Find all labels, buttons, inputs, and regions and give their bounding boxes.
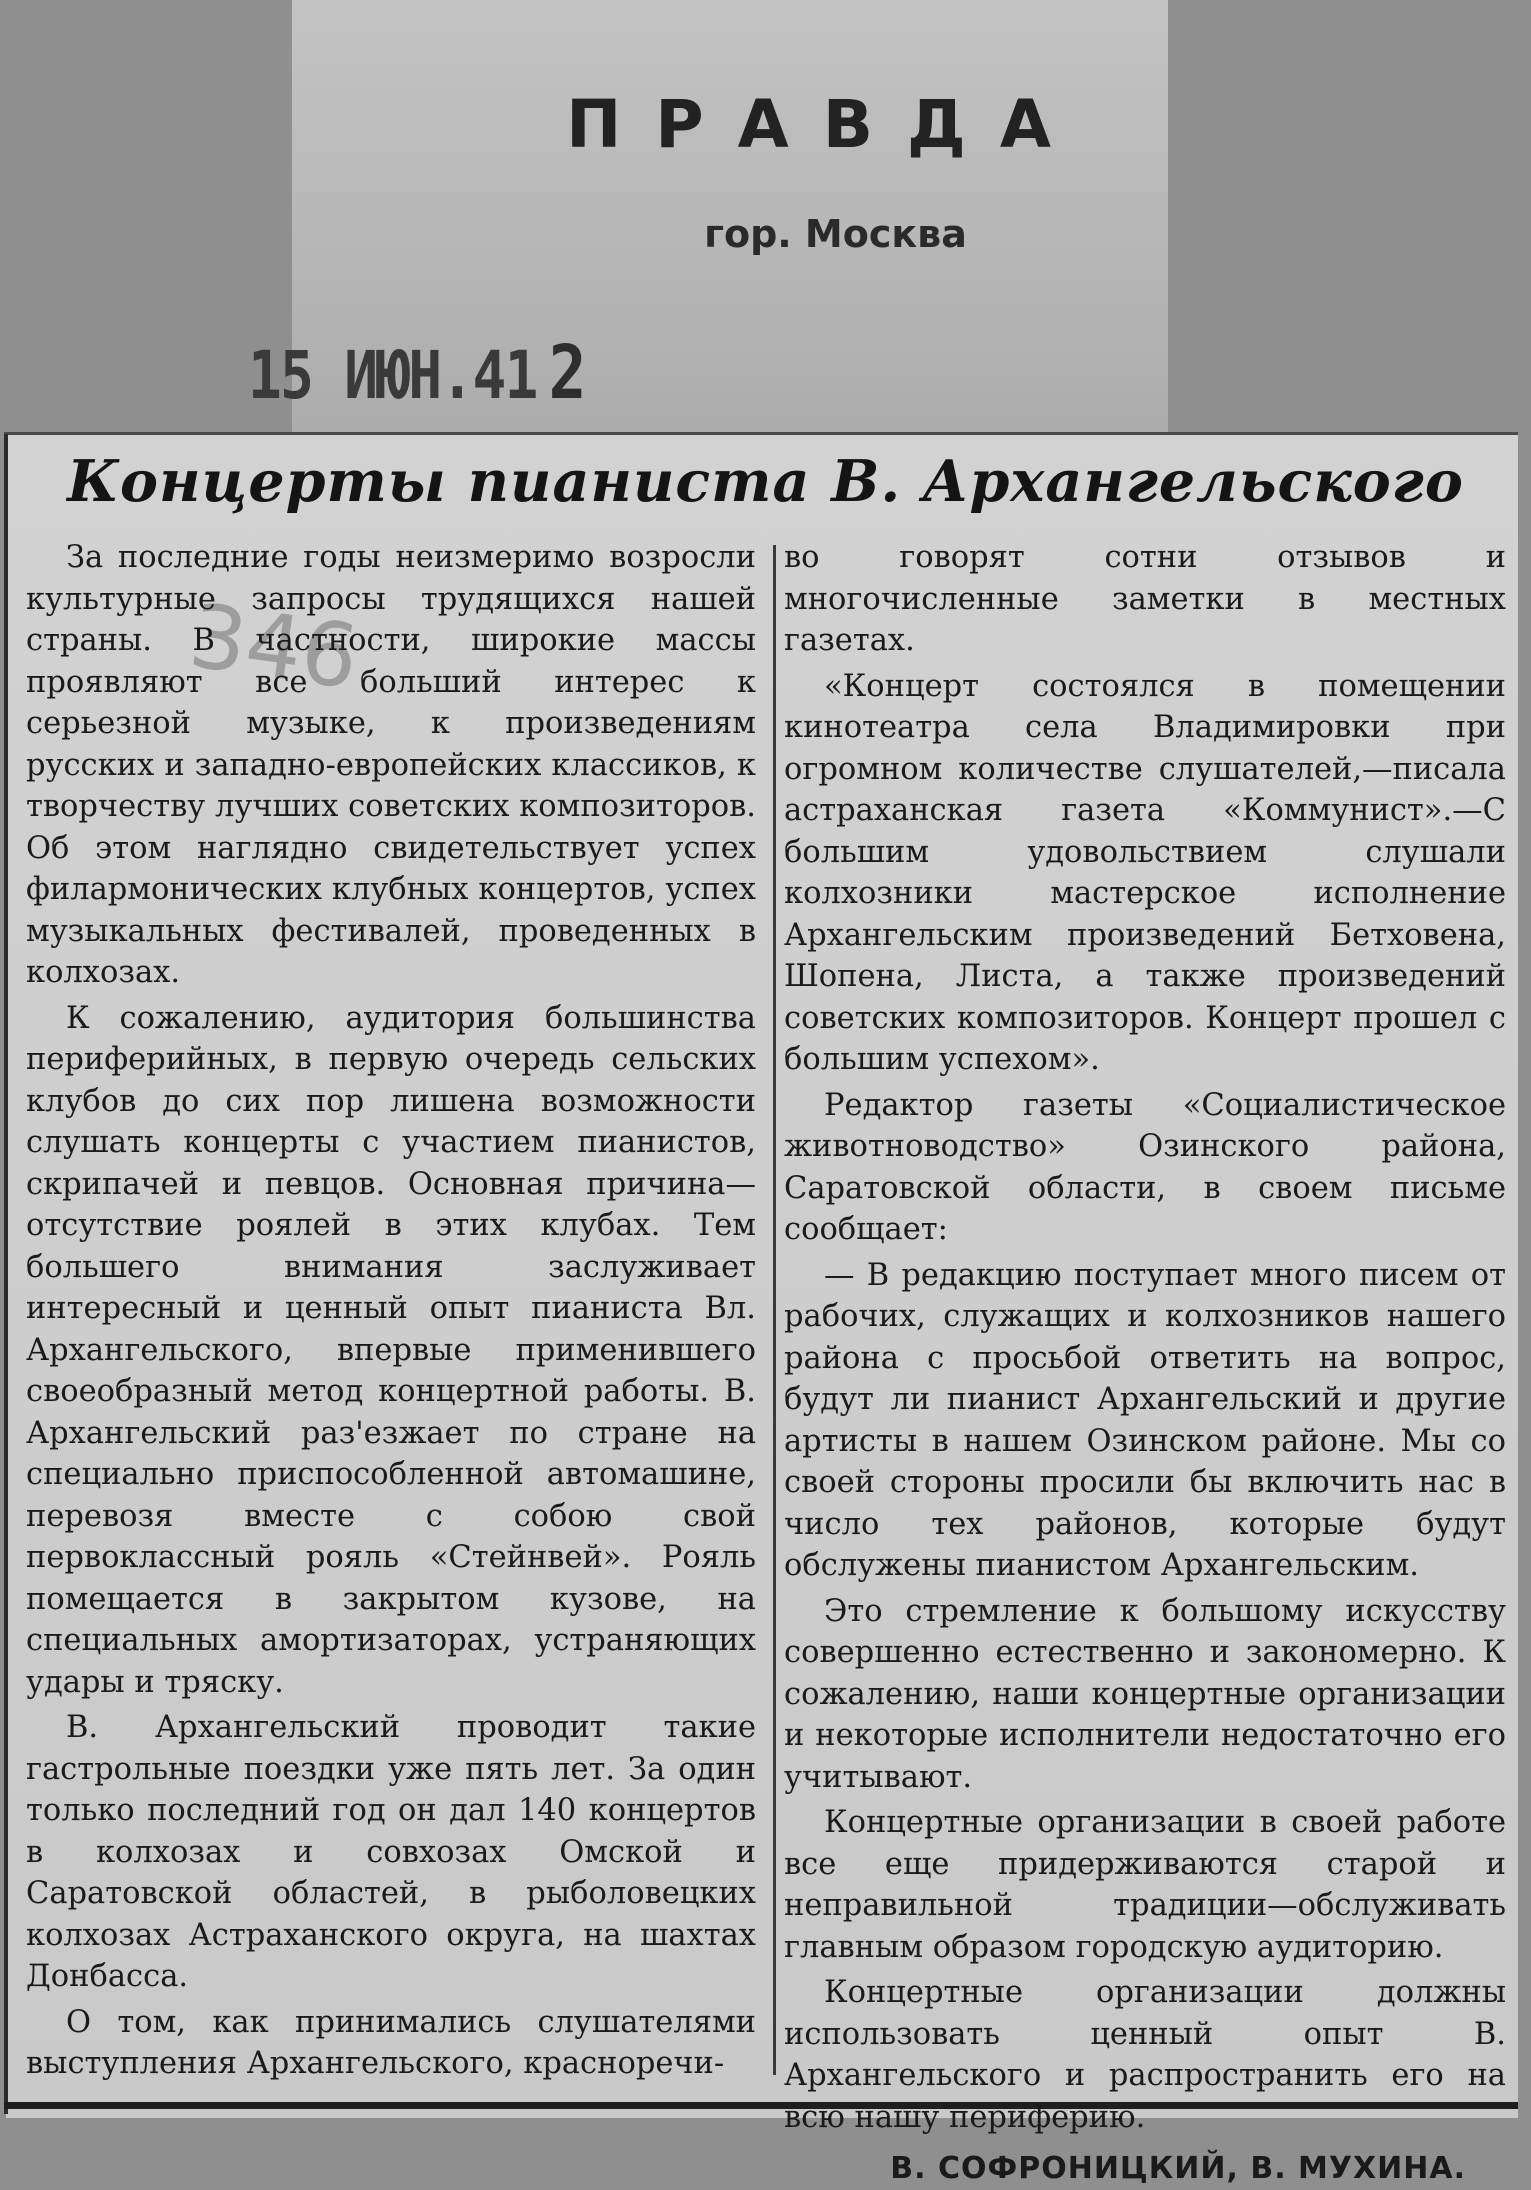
newspaper-city: гор. Москва [704, 212, 967, 256]
article-authors: В. СОФРОНИЦКИЙ, В. МУХИНА. [890, 2151, 1466, 2186]
article-title: Концерты пианиста В. Архангельского [67, 448, 1464, 515]
column-divider [773, 545, 776, 2075]
date-stamp [248, 330, 585, 416]
frame-left-rule [4, 434, 8, 2114]
article-left-column [26, 537, 756, 2085]
paragraph: В. Архангельский проводит такие гастрольные поездки уже пять лет. За один только последний год он дал 140 концертов в колхозах и совхозах Омской и Саратовской областей, в рыболовецких колхозах Астраханского округа, на шахтах Донбасса. [26, 1710, 756, 1994]
paragraph: К сожалению, аудитория большинства периферийных, в первую очередь сельских клубов до сих пор лишена возможности слушать концерты с участием пианистов, скрипачей и певцов. Основная причина—отсутствие роялей в этих клубах. Тем большего внимания заслуживает интересный и ценный опыт пианиста Вл. Архангельского, впервые применившего своеобразный метод концертной работы. В. Архангельский раз'езжает по стране на специально приспособленной автомашине, перевозя вместе с собою свой первоклассный рояль «Стейнвей». Рояль помещается в закрытом кузове, на специальных амортизаторах, устраняющих удары и тряску. [26, 1000, 756, 1700]
paragraph-continuation: во говорят сотни отзывов и многочисленные заметки в местных газетах. [784, 540, 1506, 658]
paragraph: — В редакцию поступает много писем от рабочих, служащих и колхозников нашего района с просьбой ответить на вопрос, будут ли пианист Архангельский и другие артисты в нашем Озинском районе. Мы со своей стороны просили бы включить нас в число тех районов, которые будут обслужены пианистом Архангельским. [784, 1257, 1506, 1583]
stamp-date: 15 ИЮН.41 [248, 337, 537, 414]
paragraph: Редактор газеты «Социалистическое животноводство» Озинского района, Саратовской области, в своем письме сообщает: [784, 1087, 1506, 1247]
paragraph: «Концерт состоялся в помещении кинотеатра села Владимировки при огромном количестве слушателей,—писала астраханская газета «Коммунист».—С большим удовольствием слушали колхозники мастерское исполнение Архангельским произведений Бетховена, Шопена, Листа, а также произведений советских композиторов. Концерт прошел с большим успехом». [784, 668, 1506, 1077]
stamp-issue-number: 2 [548, 330, 585, 416]
paragraph: Концертные организации должны использовать ценный опыт В. Архангельского и распространить его на всю нашу периферию. [784, 1975, 1506, 2135]
paragraph: Концертные организации в своей работе все еще придерживаются старой и неправильной традиции—обслуживать главным образом городскую аудиторию. [784, 1805, 1506, 1965]
paragraph: За последние годы неизмеримо возросли культурные запросы трудящихся нашей страны. В частности, широкие массы проявляют все больший интерес к серьезной музыке, к произведениям русских и западно-европейских классиков, к творчеству лучших советских композиторов. Об этом наглядно свидетельствует успех филармонических клубных концертов, успех музыкальных фестивалей, проведенных в колхозах. [26, 540, 756, 990]
article-right-column [784, 537, 1506, 2190]
paragraph: О том, как принимались слушателями выступления Архангельского, красноречи- [26, 2004, 756, 2081]
frame-top-rule [4, 432, 1518, 435]
paragraph: Это стремление к большому искусству совершенно естественно и закономерно. К сожалению, наши концертные организации и некоторые исполнители недостаточно его учитывают. [784, 1593, 1506, 1795]
newspaper-name: ПРАВДА [566, 86, 1085, 163]
handwritten-archive-number: 346 [183, 583, 365, 710]
